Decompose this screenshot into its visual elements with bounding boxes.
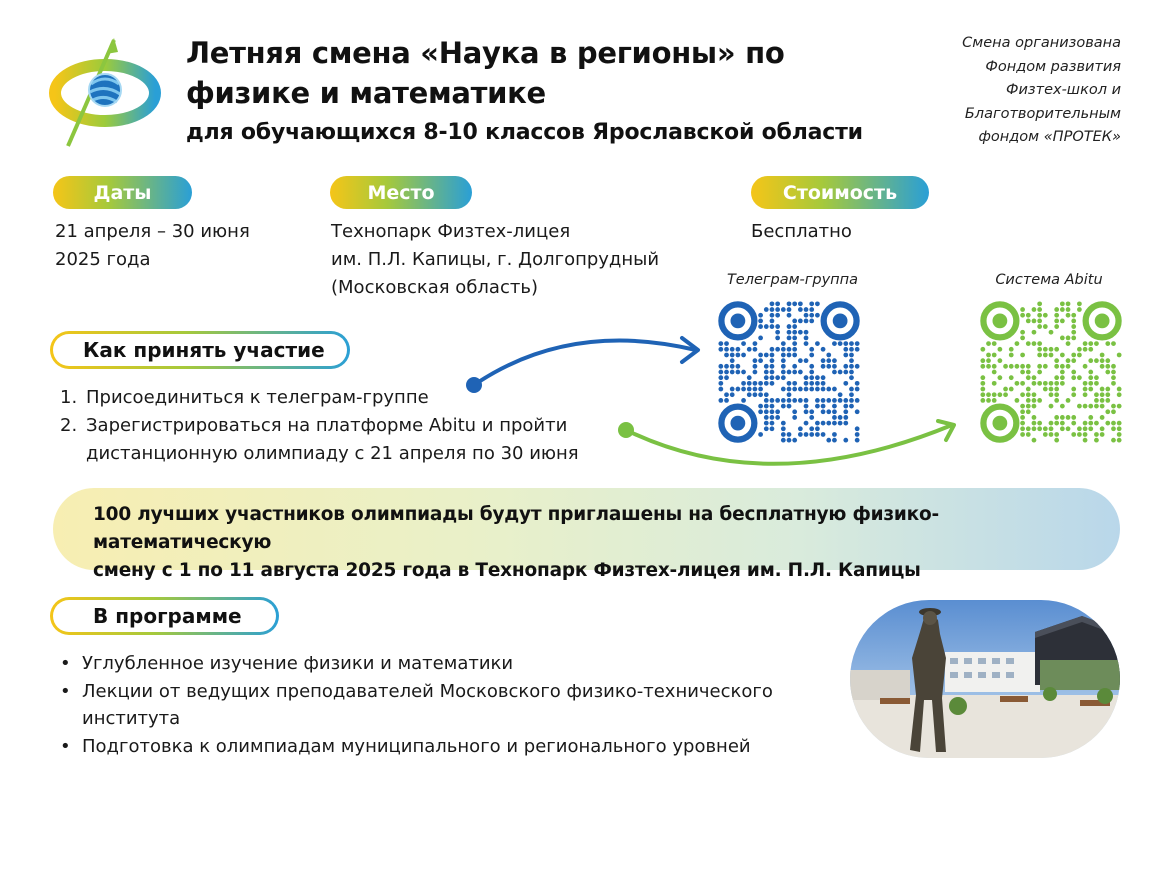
step-text: Присоединиться к телеграм-группе [86, 387, 429, 408]
dates-line: 21 апреля – 30 июня [55, 221, 250, 242]
place-line: им. П.Л. Капицы, г. Долгопрудный [331, 249, 660, 270]
telegram-caption: Телеграм-группа [726, 272, 859, 288]
organizer-note [901, 32, 1121, 150]
step-number: 2. [60, 415, 78, 436]
dates-line: 2025 года [55, 249, 151, 270]
list-item: • Лекции от ведущих преподавателей Московского физико-технического института [60, 678, 840, 733]
title-line-1: Летняя смена «Наука в регионы» по [186, 36, 785, 70]
bullet: • [60, 735, 71, 757]
step-number: 1. [60, 387, 78, 408]
program-label: В программе [50, 597, 279, 635]
how-to-participate-label: Как принять участие [50, 331, 350, 369]
banner-text [93, 501, 1103, 585]
organizer-line: Фондом развития [985, 58, 1121, 75]
place-label: Место [330, 176, 472, 209]
banner-line: смену с 1 по 11 августа 2025 года в Технопарк Физтех-лицея им. П.Л. Капицы [93, 560, 921, 581]
subtitle: для обучающихся 8-10 классов Ярославской области [186, 120, 863, 145]
title-line-2: физике и математике [186, 76, 546, 110]
cost-label: Стоимость [751, 176, 929, 209]
organizer-line: Физтех-школ и [1006, 82, 1121, 98]
dates-label: Даты [53, 176, 192, 209]
abitu-qr-code[interactable] [980, 301, 1122, 443]
organizer-line: Смена организована [962, 35, 1121, 51]
place-value [331, 218, 691, 302]
abitu-caption: Система Abitu [995, 272, 1103, 288]
arrow-connectors [450, 325, 970, 475]
banner-line: 100 лучших участников олимпиады будут приглашены на бесплатную физико-математическую [93, 504, 940, 553]
dates-value [55, 218, 295, 274]
place-line: (Московская область) [331, 277, 538, 298]
bullet: • [60, 680, 71, 702]
step-text: Зарегистрироваться на платформе Abitu и пройти дистанционную олимпиаду с 21 апреля по 30 июня [86, 415, 579, 464]
list-item: • Углубленное изучение физики и математики [60, 650, 840, 678]
place-line: Технопарк Физтех-лицея [331, 221, 571, 242]
list-item: • Подготовка к олимпиадам муниципального и регионального уровней [60, 733, 840, 761]
arrow-to-telegram-icon [474, 341, 696, 385]
program-list [60, 650, 840, 760]
arrow-to-abitu-icon [626, 425, 952, 464]
logo-icon [48, 38, 163, 148]
cost-value: Бесплатно [751, 221, 852, 242]
campus-photo [850, 600, 1120, 758]
bullet: • [60, 653, 71, 674]
organizer-line: Благотворительным [964, 105, 1121, 122]
organizer-line: фондом «ПРОТЕК» [978, 129, 1121, 145]
